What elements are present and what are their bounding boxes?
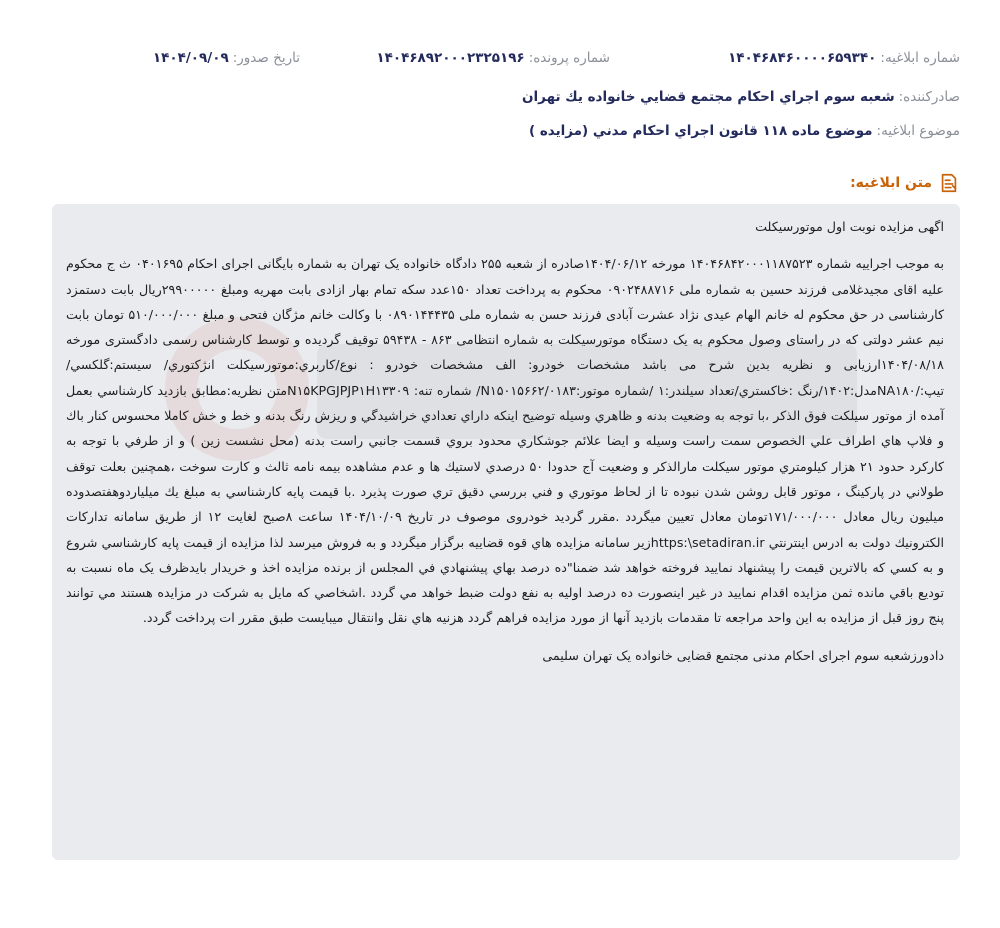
notice-number: [728, 46, 960, 70]
issuer-value: شعبه سوم اجراي احکام مجتمع قضايي خانواده يك تهران: [522, 89, 895, 105]
subject-value: موضوع ماده ۱۱۸ قانون اجراي احکام مدني (مزايده ): [528, 123, 873, 139]
issue-date-label: تاريخ صدور:: [232, 50, 300, 66]
issuer-label: صادرکننده:: [898, 89, 960, 105]
issuer: [522, 85, 960, 109]
case-number-label: شماره پرونده:: [528, 50, 610, 66]
notice-main-text: به موجب اجراییه شماره ۱۴۰۴۶۸۴۲۰۰۰۱۱۸۷۵۲۳ مورخه ۱۴۰۴/۰۶/۱۲صادره از شعبه ۲۵۵ دادگاه خانواده یک تهران به شماره بایگانی اجرای احکام ۰۴۰۱۶۹۵ ث ج محکوم علیه اقای مجیدغلامی فرزند حسین به شماره ملی ۰۹۰۲۴۸۸۷۱۶ محکوم به پرداخت تعداد ۱۵۰عدد سکه تمام بهار ازادی بابت مهریه ومبلغ ۲۹۹۰۰۰۰۰ریال بابت دستمزد کارشناسی در حق محکوم له خانم الهام عیدی نژاد عشرت آبادی فرزند حسن به شماره ملی ۰۸۹۰۱۴۴۴۳۵ با وکالت خانم مژگان فتحی و مبلغ ۵۱۰/۰۰۰/۰۰۰ تومان بابت نیم عشر دولتی که در راستای وصول محکوم به یک دستگاه موتورسیکلت به شماره انتظامی ۸۶۳ - ۵۹۴۳۸ توقیف گردیده و توسط کارشناس رسمی دادگستری مورخه ۱۴۰۴/۰۸/۱۸ارزیابی و نظریه بدین شرح می باشد مشخصات خودرو: الف مشخصات خودرو : نوع/کاربري:موتورسيكلت انژكتوري/ سيستم:گلكسي/تيپ:/NA۱۸۰مدل:۱۴۰۲/رنگ :خاكستري/تعداد سيلندر:۱ /شماره موتور:N۱۵۰۱۵۶۶۲/۰۱۸۳/ شماره تنه: N۱۵KPGJPJP۱H۱۳۳۰۹متن نظريه:مطابق بازديد كارشناسي بعمل آمده از موتور سيلكت فوق الذكر ،با توجه به وضعيت بدنه و ظاهري وسيله توضيح اينكه داراي تعدادي خراشيدگي و ريزش رنگ بدنه و خط و خش كاملا محسوس كنار باك و فلاپ هاي اطراف علي الخصوص سمت راست وسيله و ايضا علائم جوشكاري محدود بروي قسمت جانبي راست بدنه (محل نشست زين ) و از طرفي با توجه به كاركرد حدود ۲۱ هزار كيلومتري موتور سيكلت مارالذكر و وضعيت آج حدودا ۵۰ درصدي لاستيك ها و عدم مشاهده بيمه نامه ثالث و كارت سوخت ،همچنين بعلت توقف طولاني در پاركينگ ، موتور قابل روشن شدن نبوده تا از لحاظ موتوري و فني بررسي دقيق تري صورت پذيرد .با قيمت پايه كارشناسي به مبلغ يك ميلياردوهفتصدوده ميليون ريال معادل ۱۷۱/۰۰۰/۰۰۰تومان معادل تعیین میگردد .مقرر گردید خودروی موصوف در تاریخ ۱۴۰۴/۱۰/۰۹ ساعت ۸صبح لغایت ۱۲ از طریق سامانه تداركات الكترونيك دولت به ادرس اينترنتي https:\setadiran.irزير سامانه مزايده هاي قوه قضاييه برگزار ميگردد و به فروش ميرسد لذا مزايده از قيمت پايه كارشناسي شروع و به كسي كه بالاترين قيمت را پيشنهاد نماييد فروخته خواهد شد ضمنا"ده درصد بهاي پيشنهادي في المجلس از برنده مزايده اخذ و خريدار بايدظرف يک ماه نسبت به توديع باقي مانده ثمن مزايده اقدام نماييد در غير اينصورت ده درصد اوليه به نفع دولت ضبط خواهد مي گردد .اشخاصي كه مايل به شركت در مزايده هستند مي توانند پنج روز قبل از مزايده به اين واحد مراجعه تا مقدمات بازديد آنها از مورد مزايده فراهم گردد هزنيه هاي نقل وانتقال ميبايست طبق مقرر ات پرداخت گردد.: [66, 256, 945, 626]
notice-text-section-title: [850, 170, 960, 196]
notice-meta-row: [40, 46, 960, 70]
notice-heading: اگهی مزایده نوبت اول موتورسیکلت: [755, 219, 944, 234]
subject-row: [40, 119, 960, 143]
issue-date-value: ۱۴۰۴/۰۹/۰۹: [152, 50, 229, 66]
case-number-value: ۱۴۰۴۶۸۹۲۰۰۰۲۳۲۵۱۹۶: [376, 50, 525, 66]
subject: [529, 119, 960, 143]
notice-number-label: شماره ابلاغيه:: [880, 50, 960, 66]
section-title-label: متن ابلاغيه:: [850, 175, 932, 191]
notice-signature: دادورزشعبه سوم اجرای احکام مدنی مجتمع قضایی خانواده یک تهران سلیمی: [542, 647, 944, 663]
notice-number-value: ۱۴۰۴۶۸۴۶۰۰۰۰۶۵۹۳۴۰: [728, 50, 877, 66]
issuer-row: [40, 85, 960, 109]
case-number: [376, 46, 610, 70]
notice-body: [66, 214, 944, 668]
notice-body-box: [52, 204, 960, 860]
subject-label: موضوع ابلاغيه:: [876, 123, 960, 139]
document-text-icon: [938, 172, 960, 194]
issue-date: [153, 46, 300, 70]
